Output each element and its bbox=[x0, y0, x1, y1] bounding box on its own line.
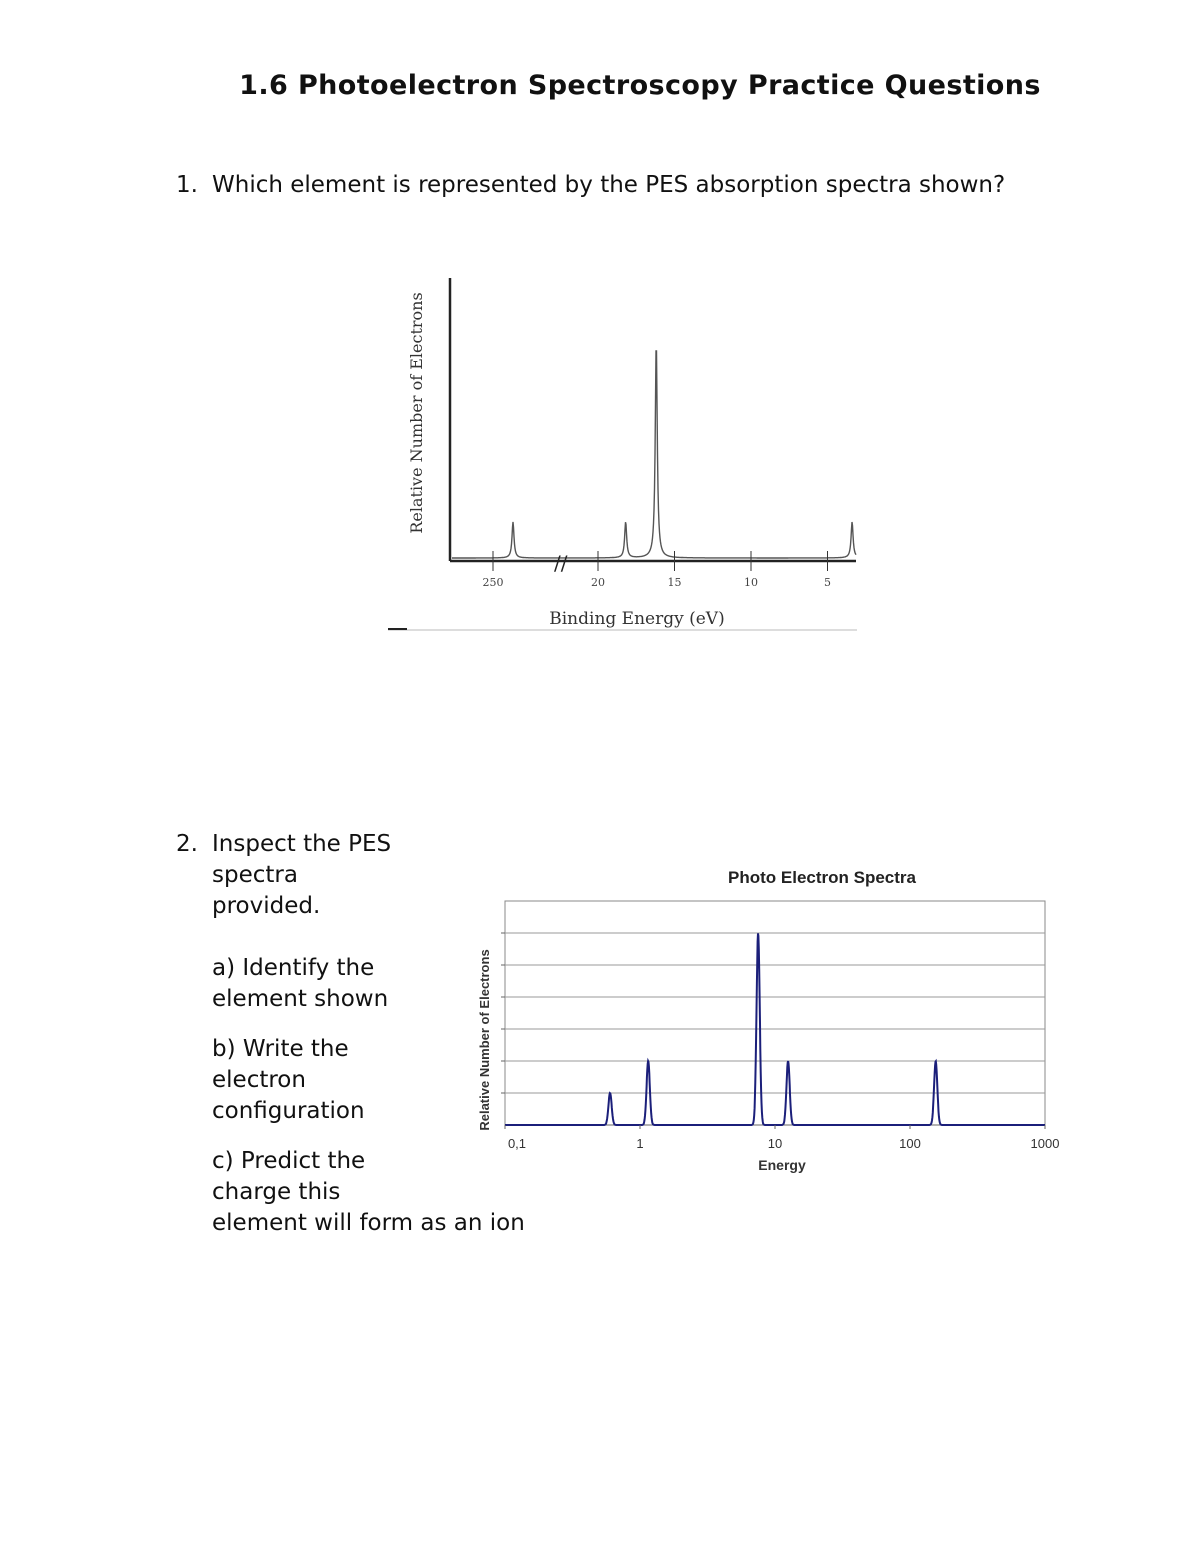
question-2-number: 2. bbox=[176, 831, 198, 857]
chart1-x-tick-label: 20 bbox=[591, 576, 605, 589]
text-line: b) Write the bbox=[212, 1036, 349, 1062]
text-line: c) Predict the bbox=[212, 1148, 366, 1174]
chart1-curve-group bbox=[452, 351, 856, 558]
chart1-x-tick-label: 250 bbox=[482, 576, 504, 589]
chart2-ticks-group bbox=[505, 1125, 1059, 1151]
text-line: element will form as an ion bbox=[212, 1210, 525, 1236]
text-line: a) Identify the bbox=[212, 955, 375, 981]
chart1-y-axis-label: Relative Number of Electrons bbox=[407, 292, 426, 534]
text-line: configuration bbox=[212, 1098, 365, 1124]
text-line: electron bbox=[212, 1067, 306, 1093]
text-line: spectra bbox=[212, 862, 298, 888]
text-line: provided. bbox=[212, 893, 321, 919]
chart2-x-axis-label: Energy bbox=[758, 1157, 806, 1173]
chart1-x-tick-label: 5 bbox=[824, 576, 831, 589]
chart1-spectrum-line bbox=[452, 351, 856, 558]
chart2-x-tick-label: 1000 bbox=[1030, 1136, 1060, 1151]
text-line: charge this bbox=[212, 1179, 341, 1205]
chart1-axis-break: // bbox=[554, 551, 568, 575]
chart1-x-tick-label: 10 bbox=[744, 576, 758, 589]
text-line: Inspect the PES bbox=[212, 831, 392, 857]
pes-chart-binding-energy bbox=[385, 268, 865, 648]
chart1-ticks-group bbox=[483, 551, 832, 589]
chart1-x-axis-label: Binding Energy (eV) bbox=[549, 609, 725, 629]
text-line: element shown bbox=[212, 986, 389, 1012]
chart2-plot-area bbox=[505, 901, 1045, 1125]
chart2-x-tick-label: 1 bbox=[636, 1136, 644, 1151]
chart2-grid bbox=[501, 901, 1045, 1125]
question-1-text: Which element is represented by the PES absorption spectra shown? bbox=[212, 172, 1006, 198]
chart2-x-tick-label: 0,1 bbox=[507, 1136, 527, 1151]
chart2-x-tick-label: 100 bbox=[899, 1136, 921, 1151]
chart1-x-tick-label: 15 bbox=[667, 576, 682, 589]
chart2-x-tick-label: 10 bbox=[767, 1136, 783, 1151]
page-title: 1.6 Photoelectron Spectroscopy Practice Questions bbox=[239, 70, 1041, 101]
chart2-y-axis-label: Relative Number of Electrons bbox=[477, 949, 492, 1131]
pes-chart-photo-electron-spectra bbox=[470, 860, 1070, 1190]
question-1-number: 1. bbox=[176, 172, 198, 198]
chart2-title: Photo Electron Spectra bbox=[728, 868, 916, 887]
